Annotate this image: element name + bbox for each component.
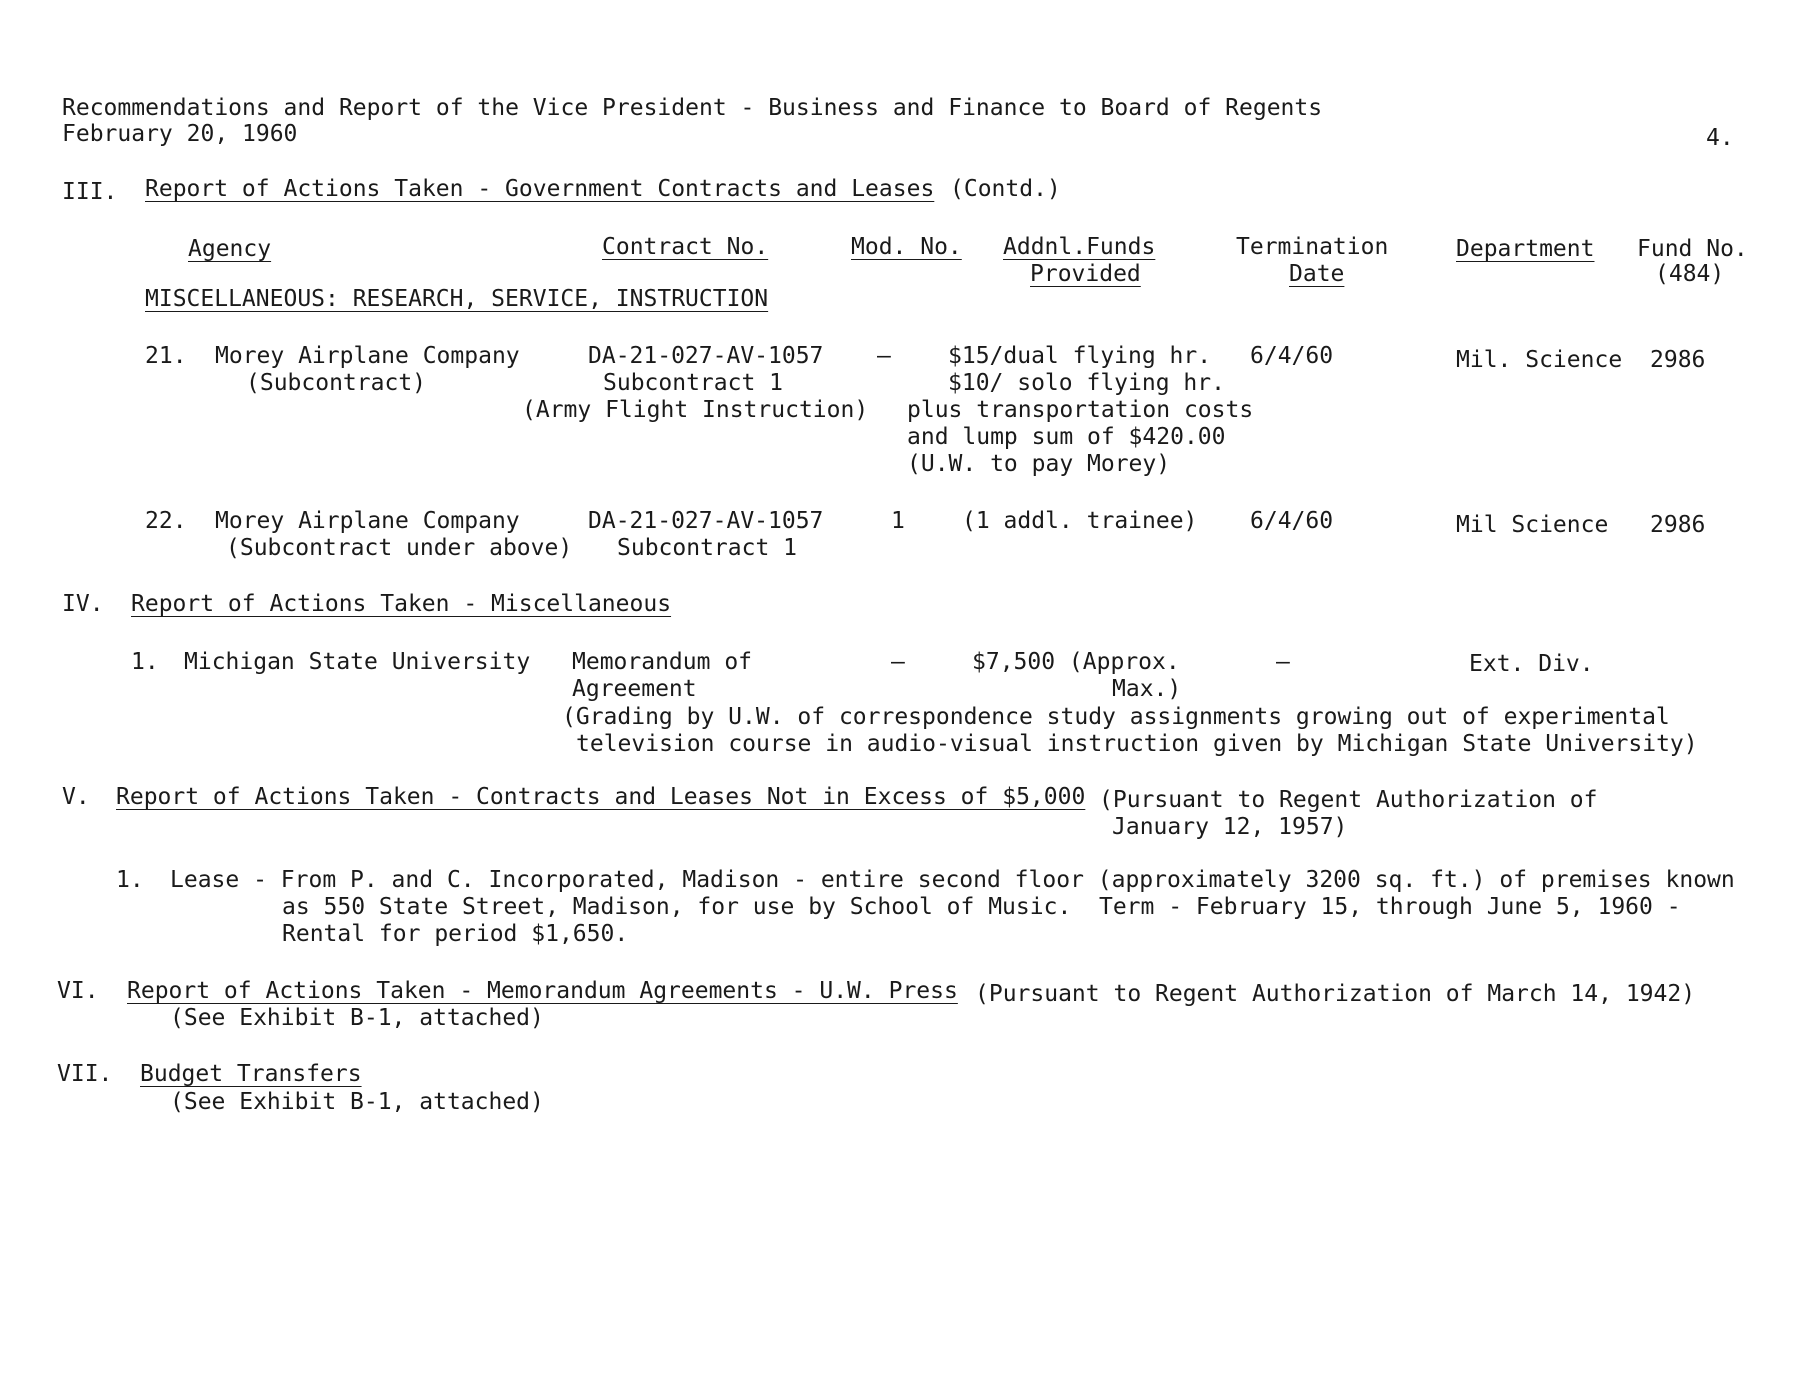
item-21-contract: DA-21-027-AV-1057 [588, 343, 824, 369]
item-21-fund: 2986 [1650, 347, 1706, 373]
section-5-item-line-3: Rental for period $1,650. [282, 921, 629, 947]
section-7-note: (See Exhibit B-1, attached) [170, 1089, 544, 1115]
item-21-department: Mil. Science [1456, 347, 1623, 373]
section-5-item-number: 1. [116, 867, 144, 893]
section-4-item-contract-2: Agreement [572, 676, 697, 702]
col-header-term-2: Date [1289, 261, 1345, 287]
col-header-term-1: Termination [1236, 234, 1389, 260]
item-21-funds-2: $10/ solo flying hr. [948, 370, 1225, 396]
col-header-funds-2: Provided [1030, 261, 1141, 287]
col-header-contract: Contract No. [602, 234, 769, 260]
section-3-numeral: III. [62, 179, 118, 205]
section-5-heading: Report of Actions Taken - Contracts and Leases Not in Excess of $5,000 [116, 784, 1086, 810]
item-21-agency: Morey Airplane Company [215, 343, 520, 369]
col-header-fund-2: (484) [1655, 261, 1725, 287]
section-3-heading-suffix: (Contd.) [950, 176, 1061, 202]
section-4-heading: Report of Actions Taken - Miscellaneous [131, 591, 672, 617]
section-4-item-funds-1: $7,500 (Approx. [972, 649, 1180, 675]
section-5-suffix-2: January 12, 1957) [1112, 814, 1348, 840]
section-5-item-line-1: Lease - From P. and C. Incorporated, Madison - entire second floor (approximately 3200 sq. ft.) of premises known [170, 867, 1735, 893]
item-21-termination: 6/4/60 [1250, 343, 1334, 369]
item-21-contract-sub: Subcontract 1 [603, 370, 784, 396]
section-5-suffix-1: (Pursuant to Regent Authorization of [1099, 787, 1598, 813]
section-6-heading: Report of Actions Taken - Memorandum Agreements - U.W. Press [127, 978, 958, 1004]
col-header-agency: Agency [188, 236, 272, 262]
section-4-item-agency: Michigan State University [184, 649, 531, 675]
item-21-agency-note: (Subcontract) [246, 370, 427, 396]
section-6-numeral: VI. [57, 978, 99, 1004]
section-4-item-funds-2: Max.) [1112, 676, 1182, 702]
section-4-item-department: Ext. Div. [1469, 651, 1594, 677]
section-4-item-contract-1: Memorandum of [572, 649, 753, 675]
document-title: Recommendations and Report of the Vice President - Business and Finance to Board of Regents [62, 95, 1323, 121]
item-21-funds-4: and lump sum of $420.00 [907, 424, 1226, 450]
section-3-heading: Report of Actions Taken - Government Contracts and Leases [145, 176, 935, 202]
section-4-item-termination: — [1276, 649, 1290, 675]
item-21-funds-3: plus transportation costs [907, 397, 1254, 423]
section-4-item-note-2: television course in audio-visual instruction given by Michigan State University) [576, 731, 1698, 757]
col-header-fund-1: Fund No. [1637, 236, 1748, 262]
item-22-agency-note: (Subcontract under above) [226, 535, 573, 561]
section-7-heading: Budget Transfers [140, 1061, 362, 1087]
section-4-item-note-1: (Grading by U.W. of correspondence study assignments growing out of experimental [562, 704, 1670, 730]
page-number: 4. [1706, 125, 1734, 151]
section-4-item-mod: — [891, 649, 905, 675]
section-5-item-line-2: as 550 State Street, Madison, for use by School of Music. Term - February 15, through June 5, 1960 - [282, 894, 1681, 920]
item-22-number: 22. [145, 508, 187, 534]
section-4-item-number: 1. [131, 649, 159, 675]
item-22-fund: 2986 [1650, 512, 1706, 538]
item-21-contract-desc: (Army Flight Instruction) [522, 397, 869, 423]
section-5-numeral: V. [62, 784, 90, 810]
item-21-funds-5: (U.W. to pay Morey) [907, 451, 1171, 477]
col-header-funds-1: Addnl.Funds [1003, 234, 1156, 260]
col-header-dept: Department [1456, 236, 1595, 262]
item-22-agency: Morey Airplane Company [215, 508, 520, 534]
item-21-number: 21. [145, 343, 187, 369]
item-22-funds: (1 addl. trainee) [962, 508, 1198, 534]
item-22-contract: DA-21-027-AV-1057 [588, 508, 824, 534]
item-21-mod: — [877, 343, 891, 369]
item-22-mod: 1 [891, 508, 905, 534]
section-7-numeral: VII. [57, 1061, 113, 1087]
section-4-numeral: IV. [62, 591, 104, 617]
item-22-department: Mil Science [1456, 512, 1609, 538]
document-date: February 20, 1960 [62, 121, 298, 147]
item-21-funds-1: $15/dual flying hr. [948, 343, 1212, 369]
col-header-mod: Mod. No. [851, 234, 962, 260]
section-6-note: (See Exhibit B-1, attached) [170, 1005, 544, 1031]
category-label: MISCELLANEOUS: RESEARCH, SERVICE, INSTRUCTION [145, 286, 769, 312]
item-22-termination: 6/4/60 [1250, 508, 1334, 534]
section-6-suffix: (Pursuant to Regent Authorization of March 14, 1942) [975, 981, 1696, 1007]
item-22-contract-sub: Subcontract 1 [617, 535, 798, 561]
